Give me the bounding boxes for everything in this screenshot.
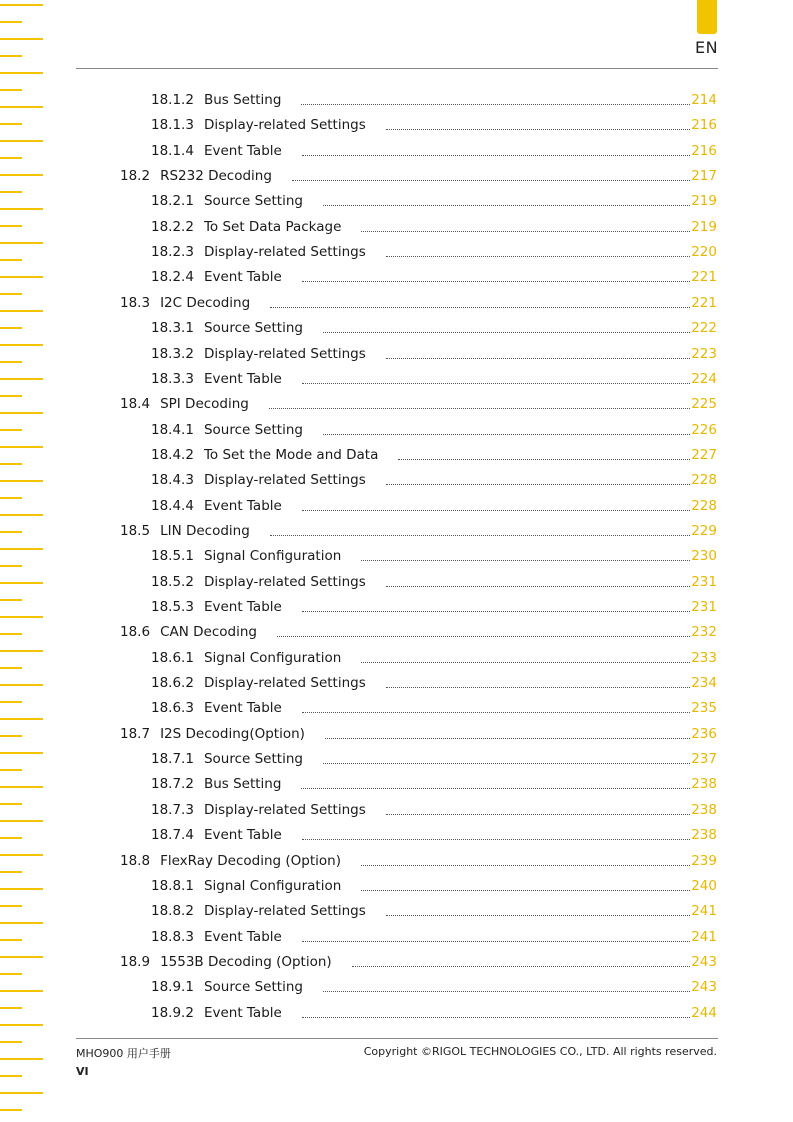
toc-entry[interactable] [151,774,717,794]
margin-dash [0,922,43,924]
margin-dash [0,123,22,125]
toc-entry[interactable] [151,825,717,845]
margin-dash [0,242,43,244]
margin-dash [0,667,22,669]
margin-dash [0,1109,22,1111]
toc-entry[interactable] [151,242,717,262]
margin-dash [0,157,22,159]
toc-entry-page: 228 [691,497,717,514]
toc-entry[interactable] [120,293,717,313]
toc-entry-title: RS232 Decoding [160,168,272,185]
margin-dash [0,769,22,771]
toc-entry-page: 226 [691,421,717,438]
toc-dot-leader [386,584,690,587]
toc-dot-leader [361,558,690,561]
toc-entry-title: Display-related Settings [203,244,366,261]
toc-entry-title: Display-related Settings [203,345,366,362]
toc-dot-leader [301,102,690,105]
margin-dash [0,650,43,652]
toc-entry[interactable] [151,673,717,693]
toc-entry-page: 219 [691,193,717,210]
margin-dash [0,21,22,23]
toc-entry-page: 220 [691,244,717,261]
toc-entry-page: 216 [691,117,717,134]
margin-dash [0,1075,22,1077]
toc-dot-leader [386,356,690,359]
margin-dash [0,1007,22,1009]
toc-dot-leader [361,888,690,891]
margin-dash [0,633,22,635]
toc-entry-number: 18.3 [120,294,151,311]
margin-dash [0,1058,43,1060]
toc-entry-number: 18.1.3 [151,117,194,134]
toc-entry-title: I2C Decoding [160,294,251,311]
toc-entry-page: 228 [691,472,717,489]
toc-entry[interactable] [151,420,717,440]
toc-dot-leader [361,229,690,232]
margin-dash [0,1092,43,1094]
toc-dot-leader [323,330,690,333]
toc-entry-page: 231 [691,573,717,590]
toc-entry-title: Event Table [203,370,282,387]
toc-dot-leader [323,989,690,992]
toc-entry-number: 18.2.1 [151,193,194,210]
toc-entry-number: 18.5.2 [151,573,194,590]
margin-dash [0,956,43,958]
toc-entry-title: FlexRay Decoding (Option) [160,852,341,869]
margin-dash [0,735,22,737]
margin-dash [0,786,43,788]
toc-entry-page: 217 [691,168,717,185]
toc-entry[interactable] [151,901,717,921]
toc-entry-page: 235 [691,700,717,717]
margin-dash [0,378,43,380]
toc-entry-title: Event Table [203,700,282,717]
toc-dot-leader [277,634,690,637]
toc-dot-leader [302,153,690,156]
toc-entry[interactable] [151,546,717,566]
margin-dash [0,888,43,890]
margin-dash [0,701,22,703]
toc-entry-number: 18.7 [120,725,151,742]
toc-entry-title: Display-related Settings [203,675,366,692]
toc-entry[interactable] [120,166,717,186]
toc-entry-page: 221 [691,269,717,286]
toc-entry-number: 18.7.1 [151,751,194,768]
toc-entry[interactable] [120,952,717,972]
language-tab-marker [697,0,717,34]
toc-entry-page: 236 [691,725,717,742]
toc-entry-page: 238 [691,827,717,844]
toc-entry-number: 18.3.2 [151,345,194,362]
page-number: VI [76,1065,89,1078]
margin-dash [0,446,43,448]
header-divider [76,68,718,69]
toc-entry-title: 1553B Decoding (Option) [160,953,332,970]
toc-dot-leader [386,127,690,130]
toc-entry-number: 18.2 [120,168,151,185]
toc-entry-number: 18.4.3 [151,472,194,489]
toc-dot-leader [323,761,690,764]
toc-dot-leader [323,432,690,435]
toc-entry-page: 221 [691,294,717,311]
toc-entry-page: 232 [691,624,717,641]
toc-entry-page: 225 [691,396,717,413]
toc-dot-leader [292,178,690,181]
toc-dot-leader [269,406,690,409]
toc-entry-title: Event Table [203,1004,282,1021]
margin-dash [0,939,22,941]
toc-entry-page: 234 [691,675,717,692]
toc-entry-title: CAN Decoding [160,624,257,641]
margin-dash [0,72,43,74]
margin-dash [0,752,43,754]
toc-entry-number: 18.5.3 [151,599,194,615]
toc-entry[interactable] [120,622,717,642]
toc-entry-title: Bus Setting [203,776,282,793]
toc-entry-title: Event Table [203,497,282,514]
toc-entry-page: 233 [691,649,717,666]
toc-entry[interactable] [151,1003,717,1023]
toc-entry-title: LIN Decoding [160,522,250,539]
toc-entry[interactable] [151,90,717,110]
margin-dash [0,463,22,465]
toc-entry[interactable] [151,369,717,389]
margin-dash [0,361,22,363]
toc-entry[interactable] [151,445,717,465]
margin-dash [0,208,43,210]
margin-dash [0,531,22,533]
toc-entry-title: Source Setting [203,193,303,210]
margin-dash [0,395,22,397]
toc-entry-page: 243 [691,953,717,970]
toc-dot-leader [386,913,690,916]
toc-entry[interactable] [151,217,717,237]
toc-entry-page: 243 [691,979,717,996]
toc-entry-title: To Set the Mode and Data [203,446,379,463]
toc-entry[interactable] [151,267,717,287]
toc-entry-number: 18.6.1 [151,649,194,666]
margin-dash [0,1041,22,1043]
toc-entry-number: 18.4.1 [151,421,194,438]
margin-dash [0,429,22,431]
toc-dot-leader [302,279,690,282]
toc-dot-leader [302,939,690,942]
toc-entry-number: 18.7.4 [151,827,194,844]
toc-dot-leader [270,305,690,308]
toc-entry-number: 18.3.1 [151,320,194,337]
toc-dot-leader [386,812,690,815]
margin-dash [0,599,22,601]
toc-entry-page: 244 [691,1004,717,1021]
toc-entry-number: 18.5 [120,522,151,539]
toc-entry[interactable] [151,318,717,338]
toc-entry-page: 222 [691,320,717,337]
toc-entry-title: To Set Data Package [203,218,342,235]
toc-dot-leader [361,660,690,663]
toc-entry[interactable] [151,115,717,135]
toc-entry-number: 18.7.2 [151,776,194,793]
toc-entry-page: 223 [691,345,717,362]
toc-entry-page: 240 [691,877,717,894]
margin-dash [0,174,43,176]
toc-entry-number: 18.6.3 [151,700,194,717]
toc-entry[interactable] [120,394,717,414]
toc-entry-title: Bus Setting [203,92,282,108]
margin-dash [0,225,22,227]
toc-dot-leader [302,710,690,713]
toc-entry-number: 18.2.3 [151,244,194,261]
toc-entry[interactable] [151,572,717,592]
toc-entry-title: Event Table [203,928,282,945]
margin-dash [0,106,43,108]
toc-entry[interactable] [151,470,717,490]
toc-entry-page: 229 [691,522,717,539]
toc-entry-title: Display-related Settings [203,573,366,590]
toc-dot-leader [386,254,690,257]
language-label: EN [695,38,719,57]
toc-entry-title: Signal Configuration [203,649,342,666]
toc-entry-number: 18.8.2 [151,903,194,920]
toc-entry-title: I2S Decoding(Option) [160,725,305,742]
toc-dot-leader [301,786,690,789]
margin-dash [0,497,22,499]
toc-entry-number: 18.8.1 [151,877,194,894]
toc-entry-page: 241 [691,903,717,920]
margin-dash [0,803,22,805]
toc-entry-number: 18.9.1 [151,979,194,996]
toc-entry-number: 18.3.3 [151,370,194,387]
toc-dot-leader [323,203,690,206]
margin-dash [0,718,43,720]
toc-entry-number: 18.2.2 [151,218,194,235]
toc-entry-page: 224 [691,370,717,387]
toc-dot-leader [352,964,691,967]
toc-dot-leader [302,609,690,612]
margin-dash [0,191,22,193]
toc-entry-title: Source Setting [203,421,303,438]
toc-dot-leader [398,457,690,460]
margin-dash [0,820,43,822]
toc-entry-number: 18.4 [120,396,151,413]
toc-entry-title: Display-related Settings [203,903,366,920]
margin-dash [0,4,43,6]
margin-dash [0,412,43,414]
toc-entry-page: 238 [691,801,717,818]
toc-entry-number: 18.9 [120,953,151,970]
margin-dash [0,871,22,873]
toc-entry-page: 231 [691,599,717,615]
toc-entry-number: 18.6.2 [151,675,194,692]
toc-entry-page: 237 [691,751,717,768]
toc-entry-title: Source Setting [203,320,303,337]
toc-entry[interactable] [151,749,717,769]
toc-entry-page: 216 [691,142,717,159]
margin-dash [0,480,43,482]
toc-entry-title: SPI Decoding [160,396,249,413]
margin-dash [0,276,43,278]
toc-entry-title: Signal Configuration [203,548,342,565]
toc-dot-leader [270,533,690,536]
toc-entry[interactable] [151,876,717,896]
toc-entry-number: 18.6 [120,624,151,641]
toc-entry-title: Event Table [203,269,282,286]
margin-dash [0,259,22,261]
margin-dash [0,990,43,992]
margin-dash [0,514,43,516]
toc-entry-page: 241 [691,928,717,945]
toc-entry[interactable] [120,851,717,871]
toc-entry[interactable] [151,648,717,668]
toc-dot-leader [386,685,690,688]
margin-dash [0,293,22,295]
margin-dash [0,582,43,584]
toc-entry-number: 18.1.4 [151,142,194,159]
toc-entry[interactable] [120,521,717,541]
toc-entry-number: 18.5.1 [151,548,194,565]
toc-entry-page: 219 [691,218,717,235]
footer-divider [76,1038,718,1039]
margin-dash [0,837,22,839]
toc-entry-page: 230 [691,548,717,565]
toc-dot-leader [302,837,690,840]
toc-entry-title: Display-related Settings [203,472,366,489]
margin-dash [0,854,43,856]
margin-dash [0,905,22,907]
toc-entry-title: Display-related Settings [203,117,366,134]
left-margin-decoration [0,0,48,1122]
margin-dash [0,684,43,686]
toc-entry[interactable] [151,597,717,617]
toc-entry[interactable] [120,724,717,744]
toc-entry-number: 18.4.2 [151,446,194,463]
margin-dash [0,55,22,57]
toc-dot-leader [302,1015,690,1018]
toc-entry-number: 18.7.3 [151,801,194,818]
toc-entry-title: Source Setting [203,751,303,768]
margin-dash [0,1024,43,1026]
toc-entry-number: 18.9.2 [151,1004,194,1021]
footer-copyright: Copyright ©RIGOL TECHNOLOGIES CO., LTD. All rights reserved. [363,1045,717,1058]
toc-entry-number: 18.2.4 [151,269,194,286]
toc-entry[interactable] [151,496,717,516]
toc-entry[interactable] [151,927,717,947]
margin-dash [0,89,22,91]
toc-entry-title: Event Table [203,599,282,615]
toc-entry[interactable] [151,344,717,364]
toc-entry-number: 18.8 [120,852,151,869]
margin-dash [0,38,43,40]
toc-entry-title: Source Setting [203,979,303,996]
toc-entry-page: 227 [691,446,717,463]
margin-dash [0,310,43,312]
toc-entry[interactable] [151,977,717,997]
toc-entry-page: 238 [691,776,717,793]
toc-entry-page: 214 [691,92,717,108]
toc-dot-leader [302,508,690,511]
margin-dash [0,548,43,550]
toc-entry-title: Signal Configuration [203,877,342,894]
toc-dot-leader [325,736,690,739]
margin-dash [0,327,22,329]
toc-entry-number: 18.1.2 [151,92,194,108]
toc-entry-page: 239 [691,852,717,869]
margin-dash [0,344,43,346]
toc-dot-leader [302,381,690,384]
toc-entry[interactable] [151,698,717,718]
toc-entry-number: 18.4.4 [151,497,194,514]
toc-entry-title: Display-related Settings [203,801,366,818]
toc-dot-leader [361,863,690,866]
footer-manual-title: MHO900 用户手册 [76,1047,171,1060]
margin-dash [0,140,43,142]
margin-dash [0,565,22,567]
toc-entry[interactable] [151,191,717,211]
toc-entry-title: Event Table [203,827,282,844]
toc-entry-title: Event Table [203,142,282,159]
toc-entry[interactable] [151,141,717,161]
margin-dash [0,973,22,975]
toc-entry[interactable] [151,800,717,820]
toc-dot-leader [386,482,690,485]
margin-dash [0,616,43,618]
toc-entry-number: 18.8.3 [151,928,194,945]
